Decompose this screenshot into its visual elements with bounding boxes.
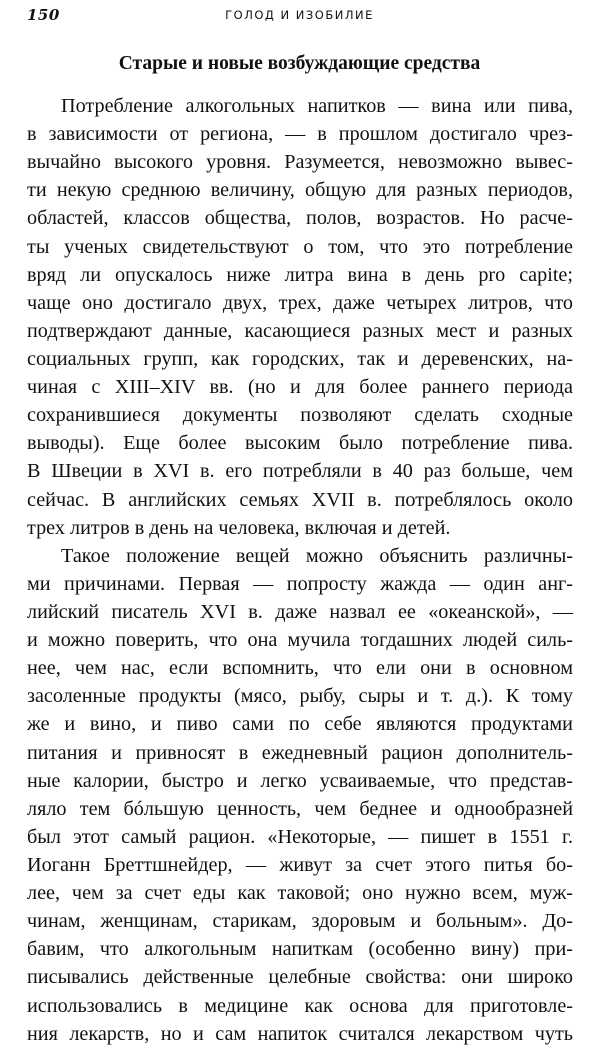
text-line: В Швеции в XVI в. его потребляли в 40 раз больше, чем xyxy=(27,460,573,483)
text-line: в зависимости от региона, — в прошлом достигало чрез- xyxy=(27,123,573,146)
text-line: бавим, что алкогольным напиткам (особенно вину) при- xyxy=(27,938,573,961)
text-line: социальных групп, как городских, так и деревенских, на- xyxy=(27,347,573,370)
text-line: чиная с XIII–XIV вв. (но и для более раннего периода xyxy=(27,376,573,399)
running-head xyxy=(25,6,574,26)
text-line: и можно поверить, что она мучила тогдашних людей силь- xyxy=(27,629,573,652)
text-line: ные калории, быстро и легко усваиваемые, что представ- xyxy=(27,769,573,792)
text-line: засоленные продукты (мясо, рыбу, сыры и т. д.). К тому xyxy=(27,685,573,708)
text-line: вычайно высокого уровня. Разумеется, невозможно вывес- xyxy=(27,151,573,174)
text-line: писывались действенные целебные свойства: они широко xyxy=(27,966,573,989)
text-line: подтверждают данные, касающиеся разных мест и разных xyxy=(27,319,573,342)
body-text xyxy=(27,92,573,1048)
text-line: вряд ли опускалось ниже литра вина в день pro capite; xyxy=(27,263,573,286)
text-line: лее, чем за счет еды как таковой; оно нужно всем, муж- xyxy=(27,882,573,905)
text-line: же и вино, и пиво сами по себе являются продуктами xyxy=(27,713,573,736)
paragraph-2 xyxy=(27,542,573,1048)
text-line: питания и привносят в ежедневный рацион дополнитель- xyxy=(27,741,573,764)
text-line: Такое положение вещей можно объяснить различны- xyxy=(61,544,573,567)
text-line: чаще оно достигало двух, трех, даже четырех литров, что xyxy=(27,291,573,314)
text-line: Потребление алкогольных напитков — вина или пива, xyxy=(61,95,573,117)
text-line: выводы). Еще более высоким было потребление пива. xyxy=(27,432,573,455)
text-line: трех литров в день на человека, включая и детей. xyxy=(27,516,451,539)
text-line: нее, чем нас, если вспомнить, что ели они в основном xyxy=(27,657,573,680)
running-title: ГОЛОД И ИЗОБИЛИЕ xyxy=(225,8,374,22)
section-title: Старые и новые возбуждающие средства xyxy=(118,53,481,74)
page-number: 150 xyxy=(27,6,60,24)
text-line: ми причинами. Первая — попросту жажда — один анг- xyxy=(27,572,573,595)
text-line: ти некую среднюю величину, общую для разных периодов, xyxy=(27,179,573,202)
text-line: чинам, женщинам, старикам, здоровым и больным». До- xyxy=(27,910,573,933)
text-line: ния лекарств, но и сам напиток считался лекарством чуть xyxy=(27,1022,573,1045)
text-line: областей, классов общества, полов, возрастов. Но расче- xyxy=(27,207,573,230)
text-line: сохранившиеся документы позволяют сделать сходные xyxy=(27,404,573,427)
text-line: лийский писатель XVI в. даже назвал ее «океанской», — xyxy=(27,600,573,623)
text-line: сейчас. В английских семьях XVII в. потреблялось около xyxy=(27,488,573,511)
text-line: Иоганн Бреттшнейдер, — живут за счет этого питья бо- xyxy=(27,853,573,876)
text-line: использовались в медицине как основа для приготовле- xyxy=(27,994,573,1017)
text-line: был этот самый рацион. «Некоторые, — пишет в 1551 г. xyxy=(27,825,573,848)
paragraph-1 xyxy=(27,92,573,542)
text-line: ты ученых свидетельствуют о том, что это потребление xyxy=(27,235,573,258)
text-line: ляло тем бóльшую ценность, чем беднее и однообразней xyxy=(27,797,573,820)
